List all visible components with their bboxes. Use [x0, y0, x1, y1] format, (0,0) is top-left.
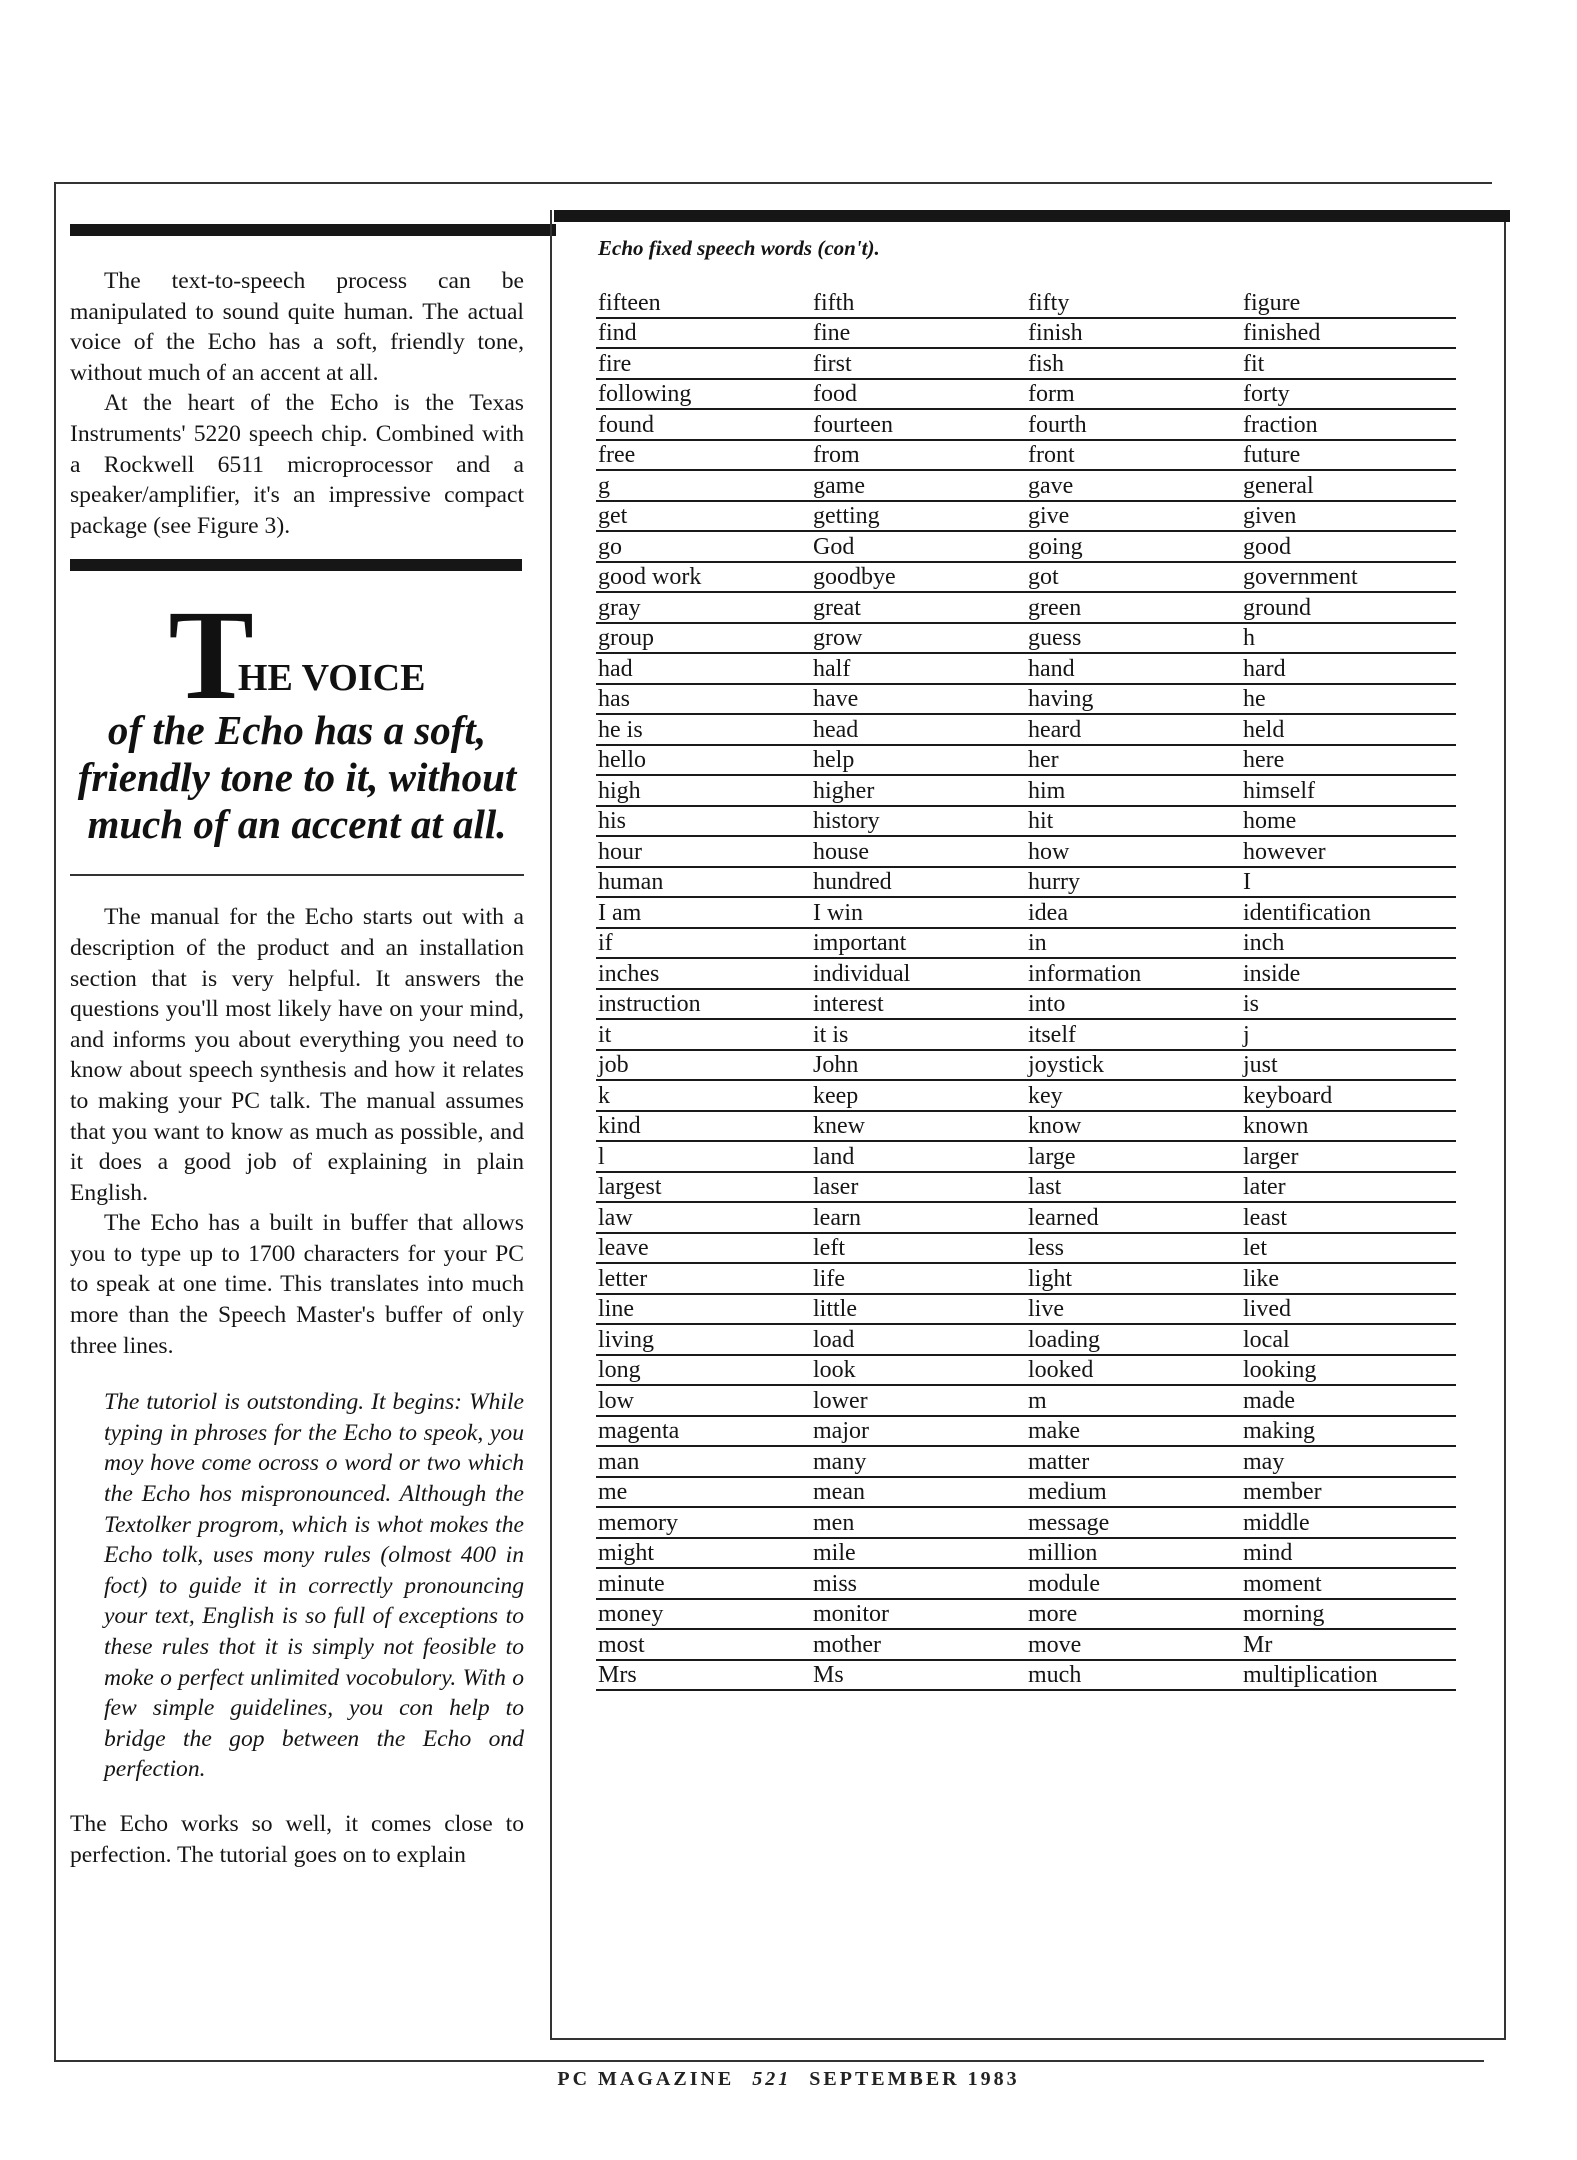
- word-cell: leave: [596, 1233, 811, 1264]
- word-cell: he is: [596, 714, 811, 745]
- word-cell: known: [1241, 1111, 1456, 1142]
- closing-section: [70, 1809, 524, 1870]
- pullquote-first-line: [70, 584, 524, 727]
- word-cell: he: [1241, 684, 1456, 715]
- table-row: [596, 379, 1456, 410]
- word-cell: multiplication: [1241, 1660, 1456, 1691]
- word-cell: food: [811, 379, 1026, 410]
- word-cell: good work: [596, 562, 811, 593]
- word-cell: least: [1241, 1202, 1456, 1233]
- panel-title: Echo fixed speech words (con't).: [598, 236, 880, 260]
- word-cell: low: [596, 1385, 811, 1416]
- word-cell: fourth: [1026, 409, 1241, 440]
- table-row: [596, 470, 1456, 501]
- word-cell: less: [1026, 1233, 1241, 1264]
- table-row: [596, 1294, 1456, 1325]
- word-cell: making: [1241, 1416, 1456, 1447]
- word-cell: it is: [811, 1019, 1026, 1050]
- table-row: [596, 928, 1456, 959]
- table-row: [596, 1355, 1456, 1386]
- word-cell: let: [1241, 1233, 1456, 1264]
- word-cell: later: [1241, 1172, 1456, 1203]
- table-row: [596, 1050, 1456, 1081]
- tutorial-section: [70, 1387, 524, 1785]
- word-cell: instruction: [596, 989, 811, 1020]
- page-footer: [0, 2068, 1577, 2091]
- word-cell: getting: [811, 501, 1026, 532]
- word-cell: laser: [811, 1172, 1026, 1203]
- word-cell: is: [1241, 989, 1456, 1020]
- word-cell: loading: [1026, 1324, 1241, 1355]
- word-cell: has: [596, 684, 811, 715]
- word-cell: money: [596, 1599, 811, 1630]
- word-cell: it: [596, 1019, 811, 1050]
- table-row: [596, 1233, 1456, 1264]
- word-cell: k: [596, 1080, 811, 1111]
- word-cell: larger: [1241, 1141, 1456, 1172]
- word-cell: minute: [596, 1568, 811, 1599]
- top-rule: [56, 182, 1492, 184]
- table-row: [596, 1324, 1456, 1355]
- word-cell: inches: [596, 958, 811, 989]
- word-cell: most: [596, 1629, 811, 1660]
- word-cell: like: [1241, 1263, 1456, 1294]
- closing-paragraph: The Echo works so well, it comes close to perfection. The tutorial goes on to explain: [70, 1810, 524, 1868]
- intro-paragraph-1: The text-to-speech process can be manipulated to sound quite human. The actual voice of the Echo has a soft, friendly tone, without much of an accent at all.: [70, 268, 524, 386]
- table-row: [596, 653, 1456, 684]
- table-row: [596, 958, 1456, 989]
- table-row: [596, 501, 1456, 532]
- word-cell: hit: [1026, 806, 1241, 837]
- table-row: [596, 288, 1456, 318]
- word-cell: long: [596, 1355, 811, 1386]
- word-cell: lower: [811, 1385, 1026, 1416]
- word-cell: figure: [1241, 288, 1456, 318]
- word-cell: gray: [596, 592, 811, 623]
- word-cell: last: [1026, 1172, 1241, 1203]
- table-row: [596, 1660, 1456, 1691]
- word-cell: go: [596, 531, 811, 562]
- word-cell: if: [596, 928, 811, 959]
- pullquote-divider: [70, 874, 524, 876]
- word-cell: fifteen: [596, 288, 811, 318]
- table-row: [596, 1507, 1456, 1538]
- word-cell: important: [811, 928, 1026, 959]
- word-cell: idea: [1026, 897, 1241, 928]
- word-cell: hurry: [1026, 867, 1241, 898]
- word-cell: game: [811, 470, 1026, 501]
- word-cell: from: [811, 440, 1026, 471]
- word-cell: front: [1026, 440, 1241, 471]
- word-cell: ground: [1241, 592, 1456, 623]
- table-row: [596, 1416, 1456, 1447]
- word-cell: high: [596, 775, 811, 806]
- word-cell: Mr: [1241, 1629, 1456, 1660]
- word-cell: history: [811, 806, 1026, 837]
- word-cell: forty: [1241, 379, 1456, 410]
- word-cell: mile: [811, 1538, 1026, 1569]
- word-cell: first: [811, 348, 1026, 379]
- word-cell: looked: [1026, 1355, 1241, 1386]
- word-cell: key: [1026, 1080, 1241, 1111]
- manual-section: [70, 902, 524, 1361]
- word-cell: following: [596, 379, 811, 410]
- word-cell: government: [1241, 562, 1456, 593]
- table-row: [596, 531, 1456, 562]
- word-cell: much: [1026, 1660, 1241, 1691]
- word-cell: men: [811, 1507, 1026, 1538]
- word-cell: fire: [596, 348, 811, 379]
- word-cell: held: [1241, 714, 1456, 745]
- word-cell: law: [596, 1202, 811, 1233]
- bottom-rule: [54, 2060, 1484, 2062]
- word-cell: group: [596, 623, 811, 654]
- word-cell: individual: [811, 958, 1026, 989]
- word-cell: life: [811, 1263, 1026, 1294]
- footer-date: SEPTEMBER 1983: [809, 2068, 1020, 2090]
- table-row: [596, 1446, 1456, 1477]
- word-cell: just: [1241, 1050, 1456, 1081]
- word-cell: h: [1241, 623, 1456, 654]
- word-cell: Mrs: [596, 1660, 811, 1691]
- word-cell: knew: [811, 1111, 1026, 1142]
- table-row: [596, 440, 1456, 471]
- word-cell: having: [1026, 684, 1241, 715]
- word-cell: interest: [811, 989, 1026, 1020]
- word-cell: identification: [1241, 897, 1456, 928]
- table-row: [596, 836, 1456, 867]
- word-cell: higher: [811, 775, 1026, 806]
- word-cell: m: [1026, 1385, 1241, 1416]
- section-bar: [70, 224, 556, 236]
- word-cell: morning: [1241, 1599, 1456, 1630]
- word-cell: move: [1026, 1629, 1241, 1660]
- word-cell: largest: [596, 1172, 811, 1203]
- table-row: [596, 1111, 1456, 1142]
- word-cell: finish: [1026, 318, 1241, 349]
- word-cell: given: [1241, 501, 1456, 532]
- word-cell: into: [1026, 989, 1241, 1020]
- table-row: [596, 623, 1456, 654]
- word-cell: fish: [1026, 348, 1241, 379]
- word-cell: himself: [1241, 775, 1456, 806]
- word-cell: mean: [811, 1477, 1026, 1508]
- table-row: [596, 1202, 1456, 1233]
- word-cell: might: [596, 1538, 811, 1569]
- pullquote-lead: HE VOICE: [237, 657, 426, 700]
- word-cell: head: [811, 714, 1026, 745]
- word-table-body: [596, 288, 1456, 1690]
- word-cell: middle: [1241, 1507, 1456, 1538]
- word-cell: get: [596, 501, 811, 532]
- word-cell: load: [811, 1324, 1026, 1355]
- word-cell: in: [1026, 928, 1241, 959]
- word-cell: inside: [1241, 958, 1456, 989]
- table-row: [596, 1080, 1456, 1111]
- word-cell: many: [811, 1446, 1026, 1477]
- word-cell: major: [811, 1416, 1026, 1447]
- table-row: [596, 775, 1456, 806]
- word-cell: here: [1241, 745, 1456, 776]
- table-row: [596, 1629, 1456, 1660]
- word-cell: fit: [1241, 348, 1456, 379]
- word-cell: future: [1241, 440, 1456, 471]
- word-cell: heard: [1026, 714, 1241, 745]
- word-cell: keyboard: [1241, 1080, 1456, 1111]
- word-cell: l: [596, 1141, 811, 1172]
- tutorial-paragraph: The tutoriol is outstonding. It begins: While typing in phroses for the Echo to speok, you moy hove come ocross o word or two which the Echo hos mispronounced. Although the Textolker progrom, which is whot mokes the Echo tolk, uses mony rules (olmost 400 in foct) to guide it in correctly pronouncing your text, English is so full of exceptions to these rules thot it is simply not feosible to moke o perfect unlimited vocobulory. With o few simple guidelines, you con help to bridge the gop between the Echo ond perfection.: [104, 1389, 524, 1783]
- table-row: [596, 1568, 1456, 1599]
- word-cell: million: [1026, 1538, 1241, 1569]
- word-cell: have: [811, 684, 1026, 715]
- word-cell: going: [1026, 531, 1241, 562]
- word-cell: look: [811, 1355, 1026, 1386]
- pullquote-dropcap: T: [168, 584, 238, 727]
- table-row: [596, 897, 1456, 928]
- table-row: [596, 867, 1456, 898]
- frame-left-rule: [54, 182, 56, 2062]
- word-cell: kind: [596, 1111, 811, 1142]
- word-cell: message: [1026, 1507, 1241, 1538]
- word-cell: j: [1241, 1019, 1456, 1050]
- table-row: [596, 1538, 1456, 1569]
- pullquote-bar: [70, 559, 522, 571]
- word-cell: grow: [811, 623, 1026, 654]
- word-cell: I win: [811, 897, 1026, 928]
- word-cell: good: [1241, 531, 1456, 562]
- intro-paragraph-2: At the heart of the Echo is the Texas Instruments' 5220 speech chip. Combined with a Rockwell 6511 microprocessor and a speaker/amplifier, it's an impressive compact package (see Figure 3).: [70, 390, 524, 539]
- left-column: [70, 224, 524, 1870]
- word-cell: give: [1026, 501, 1241, 532]
- word-cell: her: [1026, 745, 1241, 776]
- word-cell: fifth: [811, 288, 1026, 318]
- word-cell: God: [811, 531, 1026, 562]
- word-cell: human: [596, 867, 811, 898]
- word-cell: however: [1241, 836, 1456, 867]
- word-cell: him: [1026, 775, 1241, 806]
- word-cell: miss: [811, 1568, 1026, 1599]
- word-cell: looking: [1241, 1355, 1456, 1386]
- table-row: [596, 562, 1456, 593]
- word-cell: land: [811, 1141, 1026, 1172]
- word-cell: member: [1241, 1477, 1456, 1508]
- body-paragraph-2: The Echo has a built in buffer that allows you to type up to 1700 characters for your PC to speak at one time. This translates into much more than the Speech Master's buffer of only three lines.: [70, 1210, 524, 1359]
- word-cell: made: [1241, 1385, 1456, 1416]
- word-cell: left: [811, 1233, 1026, 1264]
- word-cell: goodbye: [811, 562, 1026, 593]
- word-cell: John: [811, 1050, 1026, 1081]
- word-cell: magenta: [596, 1416, 811, 1447]
- word-table: [596, 288, 1456, 1691]
- table-row: [596, 348, 1456, 379]
- word-cell: I am: [596, 897, 811, 928]
- word-cell: had: [596, 653, 811, 684]
- word-cell: make: [1026, 1416, 1241, 1447]
- word-cell: I: [1241, 867, 1456, 898]
- word-cell: hand: [1026, 653, 1241, 684]
- word-cell: mother: [811, 1629, 1026, 1660]
- table-row: [596, 1477, 1456, 1508]
- word-cell: free: [596, 440, 811, 471]
- word-cell: keep: [811, 1080, 1026, 1111]
- word-cell: learn: [811, 1202, 1026, 1233]
- word-cell: light: [1026, 1263, 1241, 1294]
- footer-page-number: 521: [752, 2068, 792, 2090]
- word-cell: found: [596, 409, 811, 440]
- word-cell: itself: [1026, 1019, 1241, 1050]
- word-cell: monitor: [811, 1599, 1026, 1630]
- table-row: [596, 318, 1456, 349]
- word-cell: g: [596, 470, 811, 501]
- word-cell: great: [811, 592, 1026, 623]
- word-cell: guess: [1026, 623, 1241, 654]
- word-cell: man: [596, 1446, 811, 1477]
- word-cell: got: [1026, 562, 1241, 593]
- table-row: [596, 409, 1456, 440]
- word-cell: hard: [1241, 653, 1456, 684]
- word-cell: help: [811, 745, 1026, 776]
- pullquote-text: of the Echo has a soft, friendly tone to it, without much of an accent at all.: [77, 707, 517, 848]
- word-cell: inch: [1241, 928, 1456, 959]
- word-cell: how: [1026, 836, 1241, 867]
- body-paragraph-1: The manual for the Echo starts out with a description of the product and an installation section that is very helpful. It answers the questions you'll most likely have on your mind, and informs you about everything you need to know about speech synthesis and how it relates to making your PC talk. The manual assumes that you want to know as much as possible, and it does a good job of explaining in plain English.: [70, 904, 524, 1206]
- word-cell: may: [1241, 1446, 1456, 1477]
- word-cell: fourteen: [811, 409, 1026, 440]
- table-row: [596, 745, 1456, 776]
- word-cell: find: [596, 318, 811, 349]
- word-cell: mind: [1241, 1538, 1456, 1569]
- word-cell: moment: [1241, 1568, 1456, 1599]
- word-cell: living: [596, 1324, 811, 1355]
- word-cell: medium: [1026, 1477, 1241, 1508]
- word-cell: fifty: [1026, 288, 1241, 318]
- word-cell: know: [1026, 1111, 1241, 1142]
- word-cell: letter: [596, 1263, 811, 1294]
- intro-section: [70, 266, 524, 541]
- word-cell: learned: [1026, 1202, 1241, 1233]
- word-cell: Ms: [811, 1660, 1026, 1691]
- word-cell: lived: [1241, 1294, 1456, 1325]
- word-cell: hour: [596, 836, 811, 867]
- table-row: [596, 1263, 1456, 1294]
- table-row: [596, 1019, 1456, 1050]
- word-cell: large: [1026, 1141, 1241, 1172]
- word-cell: local: [1241, 1324, 1456, 1355]
- table-row: [596, 592, 1456, 623]
- word-cell: half: [811, 653, 1026, 684]
- panel-bar: [554, 210, 1510, 222]
- word-cell: matter: [1026, 1446, 1241, 1477]
- table-row: [596, 1141, 1456, 1172]
- word-cell: hello: [596, 745, 811, 776]
- table-row: [596, 1599, 1456, 1630]
- footer-magazine: PC MAGAZINE: [557, 2068, 735, 2090]
- word-cell: home: [1241, 806, 1456, 837]
- table-row: [596, 989, 1456, 1020]
- word-cell: me: [596, 1477, 811, 1508]
- table-row: [596, 684, 1456, 715]
- word-cell: form: [1026, 379, 1241, 410]
- table-row: [596, 1172, 1456, 1203]
- word-cell: more: [1026, 1599, 1241, 1630]
- word-cell: finished: [1241, 318, 1456, 349]
- word-cell: information: [1026, 958, 1241, 989]
- word-cell: joystick: [1026, 1050, 1241, 1081]
- word-cell: module: [1026, 1568, 1241, 1599]
- word-cell: fine: [811, 318, 1026, 349]
- word-cell: his: [596, 806, 811, 837]
- table-row: [596, 714, 1456, 745]
- word-cell: green: [1026, 592, 1241, 623]
- word-cell: general: [1241, 470, 1456, 501]
- word-cell: little: [811, 1294, 1026, 1325]
- word-cell: line: [596, 1294, 811, 1325]
- word-cell: live: [1026, 1294, 1241, 1325]
- pullquote: [70, 584, 524, 848]
- word-cell: gave: [1026, 470, 1241, 501]
- word-cell: hundred: [811, 867, 1026, 898]
- table-row: [596, 1385, 1456, 1416]
- table-row: [596, 806, 1456, 837]
- word-cell: house: [811, 836, 1026, 867]
- word-cell: fraction: [1241, 409, 1456, 440]
- word-cell: memory: [596, 1507, 811, 1538]
- word-cell: job: [596, 1050, 811, 1081]
